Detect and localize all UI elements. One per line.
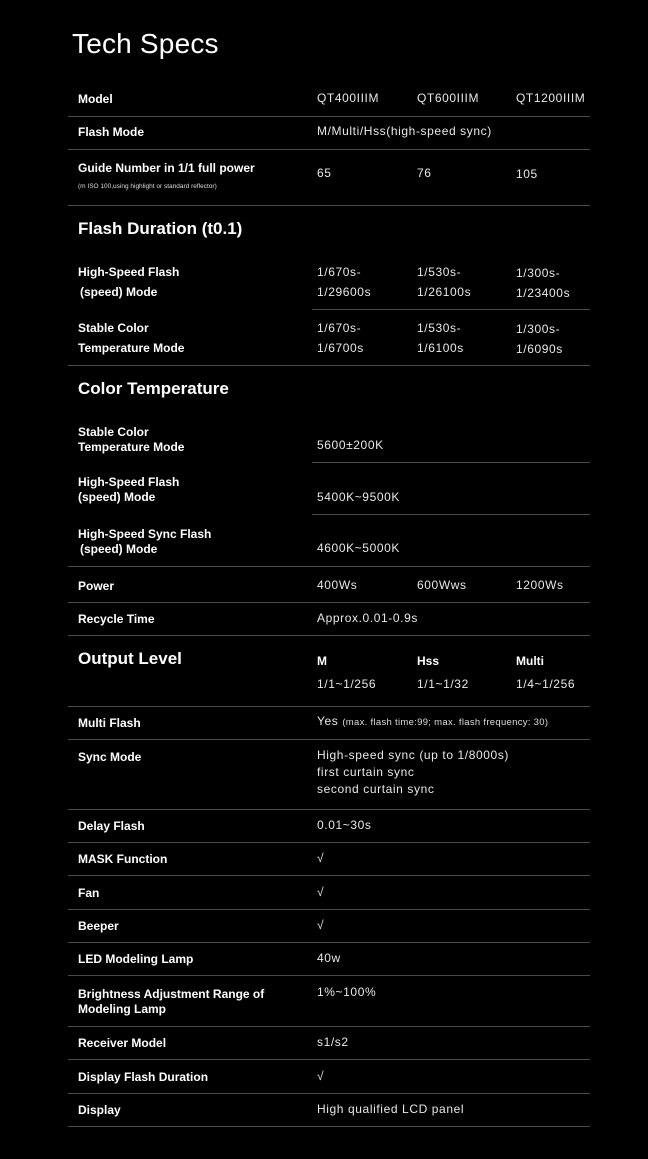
- divider: [312, 514, 590, 515]
- fd-stable-qt400-2: 1/6700s: [317, 341, 364, 355]
- fd-hss-label-2: (speed) Mode: [80, 285, 158, 299]
- fd-hss-qt600-2: 1/26100s: [417, 285, 472, 299]
- fd-hss-qt400-1: 1/670s-: [317, 265, 362, 279]
- model-qt1200: QT1200IIIM: [516, 91, 586, 105]
- receiver-label: Receiver Model: [78, 1036, 167, 1050]
- receiver-value: s1/s2: [317, 1035, 349, 1049]
- multi-flash-yes: Yes: [317, 714, 339, 728]
- sync-mode-line-1: High-speed sync (up to 1/8000s): [317, 748, 510, 762]
- ct-stable-label-1: Stable Color: [78, 425, 149, 439]
- output-mode-hss: Hss: [417, 654, 440, 668]
- sync-mode-line-3: second curtain sync: [317, 782, 435, 796]
- divider: [68, 1026, 590, 1027]
- divider: [68, 975, 590, 976]
- fd-stable-qt1200-1: 1/300s-: [516, 322, 561, 336]
- guide-number-qt1200: 105: [516, 167, 538, 181]
- flash-mode-label: Flash Mode: [78, 125, 145, 139]
- divider: [68, 205, 590, 206]
- recycle-time-label: Recycle Time: [78, 612, 155, 626]
- divider: [68, 1126, 590, 1127]
- fd-hss-qt600-1: 1/530s-: [417, 265, 462, 279]
- divider: [312, 309, 590, 310]
- ct-hsf-label-1: High-Speed Flash: [78, 475, 180, 489]
- page-title: Tech Specs: [72, 28, 219, 59]
- delay-flash-label: Delay Flash: [78, 819, 145, 833]
- mask-function-value: √: [317, 851, 325, 865]
- output-value-multi: 1/4~1/256: [516, 677, 576, 691]
- divider: [68, 909, 590, 910]
- ct-hsf-label-2: (speed) Mode: [78, 490, 156, 504]
- divider: [68, 635, 590, 636]
- ct-hss-label-2: (speed) Mode: [80, 542, 158, 556]
- color-temperature-heading: Color Temperature: [78, 379, 229, 398]
- beeper-label: Beeper: [78, 919, 119, 933]
- divider: [312, 462, 590, 463]
- fd-hss-qt1200-2: 1/23400s: [516, 286, 571, 300]
- recycle-time-value: Approx.0.01-0.9s: [317, 611, 418, 625]
- flash-mode-value: M/Multi/Hss(high-speed sync): [317, 124, 492, 138]
- divider: [68, 739, 590, 740]
- power-qt600: 600Wws: [417, 578, 467, 592]
- divider: [68, 1093, 590, 1094]
- fd-stable-qt600-1: 1/530s-: [417, 321, 462, 335]
- led-lamp-label: LED Modeling Lamp: [78, 952, 194, 966]
- display-duration-label: Display Flash Duration: [78, 1070, 209, 1084]
- fd-stable-label-2: Temperature Mode: [78, 341, 185, 355]
- power-qt400: 400Ws: [317, 578, 358, 592]
- divider: [68, 875, 590, 876]
- fd-stable-qt400-1: 1/670s-: [317, 321, 362, 335]
- divider: [68, 149, 590, 150]
- flash-duration-heading: Flash Duration (t0.1): [78, 219, 243, 238]
- multi-flash-label: Multi Flash: [78, 716, 141, 730]
- power-qt1200: 1200Ws: [516, 578, 564, 592]
- led-lamp-value: 40w: [317, 951, 341, 965]
- ct-hss-value: 4600K~5000K: [317, 541, 401, 555]
- fd-stable-qt600-2: 1/6100s: [417, 341, 464, 355]
- display-label: Display: [78, 1103, 121, 1117]
- fan-label: Fan: [78, 886, 100, 900]
- brightness-label-2: Modeling Lamp: [78, 1002, 166, 1016]
- divider: [68, 942, 590, 943]
- beeper-value: √: [317, 918, 325, 932]
- guide-number-qt600: 76: [417, 166, 432, 180]
- model-qt600: QT600IIIM: [417, 91, 480, 105]
- output-value-hss: 1/1~1/32: [417, 677, 469, 691]
- output-mode-multi: Multi: [516, 654, 544, 668]
- fd-stable-qt1200-2: 1/6090s: [516, 342, 563, 356]
- ct-stable-label-2: Temperature Mode: [78, 440, 185, 454]
- ct-hsf-value: 5400K~9500K: [317, 490, 401, 504]
- brightness-value: 1%~100%: [317, 985, 377, 999]
- display-value: High qualified LCD panel: [317, 1102, 465, 1116]
- output-value-m: 1/1~1/256: [317, 677, 377, 691]
- display-duration-value: √: [317, 1069, 325, 1083]
- divider: [68, 116, 590, 117]
- brightness-label-1: Brightness Adjustment Range of: [78, 987, 265, 1001]
- divider: [68, 842, 590, 843]
- guide-number-label: Guide Number in 1/1 full power: [78, 161, 255, 175]
- guide-number-qt400: 65: [317, 166, 332, 180]
- fd-stable-label-1: Stable Color: [78, 321, 149, 335]
- sync-mode-line-2: first curtain sync: [317, 765, 415, 779]
- delay-flash-value: 0.01~30s: [317, 818, 372, 832]
- fan-value: √: [317, 885, 325, 899]
- divider: [68, 365, 590, 366]
- ct-hss-label-1: High-Speed Sync Flash: [78, 527, 212, 541]
- fd-hss-label-1: High-Speed Flash: [78, 265, 180, 279]
- fd-hss-qt400-2: 1/29600s: [317, 285, 372, 299]
- guide-number-note: (m ISO 100,using highlight or standard reflector): [78, 183, 217, 190]
- mask-function-label: MASK Function: [78, 852, 168, 866]
- output-mode-m: M: [317, 654, 327, 668]
- divider: [68, 706, 590, 707]
- output-level-heading: Output Level: [78, 649, 182, 668]
- sync-mode-label: Sync Mode: [78, 750, 142, 764]
- multi-flash-value: [317, 713, 548, 730]
- fd-hss-qt1200-1: 1/300s-: [516, 266, 561, 280]
- divider: [68, 809, 590, 810]
- divider: [68, 602, 590, 603]
- divider: [68, 1059, 590, 1060]
- ct-stable-value: 5600±200K: [317, 438, 384, 452]
- multi-flash-note: (max. flash time:99; max. flash frequency: 30): [342, 717, 549, 728]
- model-qt400: QT400IIIM: [317, 91, 380, 105]
- divider: [68, 566, 590, 567]
- model-label: Model: [78, 92, 113, 106]
- power-label: Power: [78, 579, 115, 593]
